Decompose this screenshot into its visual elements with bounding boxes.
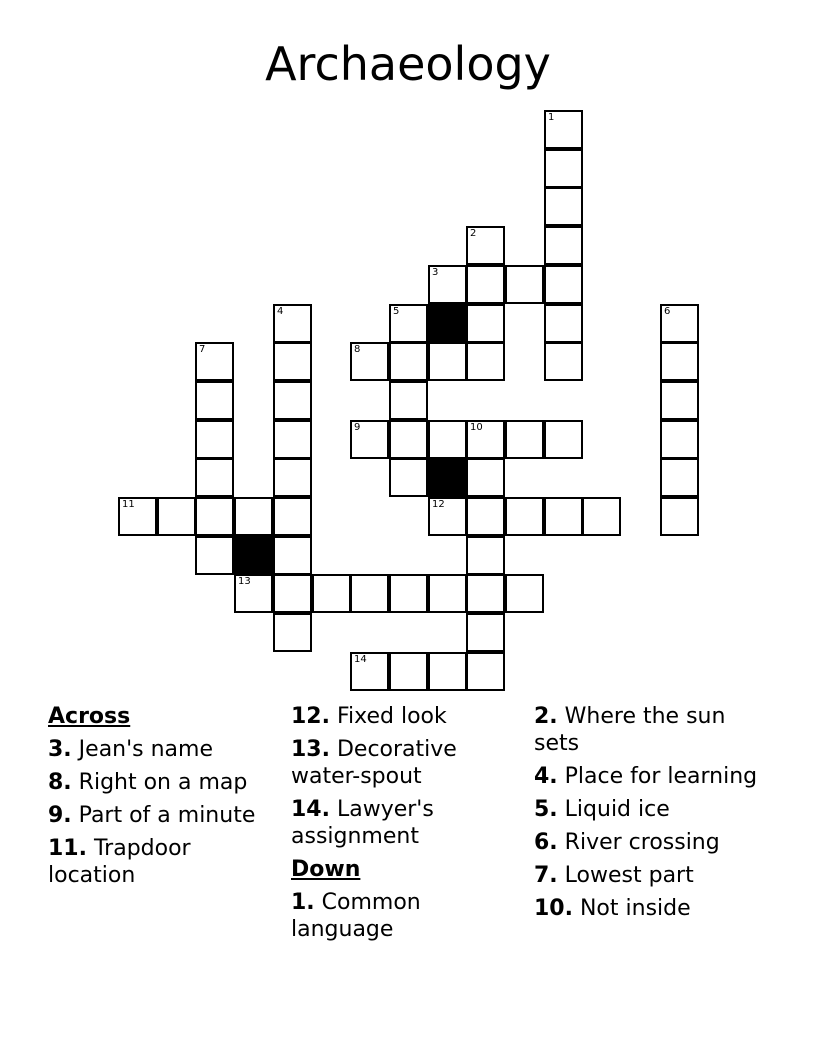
clue-item — [534, 829, 770, 856]
clue-number: 11 — [122, 499, 135, 510]
grid-cell[interactable] — [582, 497, 621, 536]
clue-item — [48, 802, 284, 829]
puzzle-title: Archaeology — [265, 37, 551, 91]
grid-cell[interactable] — [273, 613, 312, 652]
grid-cell[interactable] — [195, 381, 234, 420]
grid-cell[interactable] — [428, 265, 467, 304]
clue-number: 7 — [199, 344, 206, 355]
clue-item-text: Decorative water-spout — [291, 737, 457, 789]
grid-cell[interactable] — [350, 652, 389, 691]
clues-column-1 — [48, 703, 284, 895]
clue-item-text: Right on a map — [71, 770, 248, 795]
clue-item-text: Lawyer's assignment — [291, 797, 434, 849]
clue-item — [291, 889, 527, 943]
clue-item — [534, 796, 770, 823]
clue-number: 14 — [354, 654, 367, 665]
grid-cell[interactable] — [544, 497, 583, 536]
grid-cell[interactable] — [273, 420, 312, 459]
grid-cell[interactable] — [273, 536, 312, 575]
grid-cell[interactable] — [195, 497, 234, 536]
grid-cell[interactable] — [273, 497, 312, 536]
grid-cell[interactable] — [660, 497, 699, 536]
grid-cell[interactable] — [544, 265, 583, 304]
grid-cell[interactable] — [389, 342, 428, 381]
clue-item-text: Jean's name — [71, 737, 214, 762]
grid-cell[interactable] — [234, 574, 273, 613]
clue-item-number: 12. — [291, 704, 330, 729]
grid-cell[interactable] — [466, 536, 505, 575]
clue-item-number: 6. — [534, 830, 558, 855]
clues-column-3 — [534, 703, 770, 928]
clue-number: 2 — [470, 228, 477, 239]
grid-cell[interactable] — [428, 574, 467, 613]
clue-item-number: 7. — [534, 863, 558, 888]
grid-cell[interactable] — [428, 342, 467, 381]
grid-cell[interactable] — [505, 265, 544, 304]
grid-cell[interactable] — [660, 342, 699, 381]
clue-item — [534, 763, 770, 790]
grid-cell[interactable] — [350, 574, 389, 613]
clue-number: 5 — [393, 306, 400, 317]
clue-item-text: Fixed look — [329, 704, 447, 729]
grid-cell[interactable] — [544, 226, 583, 265]
clue-item-number: 13. — [291, 737, 330, 762]
grid-cell[interactable] — [273, 381, 312, 420]
clue-item — [48, 736, 284, 763]
grid-cell[interactable] — [466, 420, 505, 459]
grid-cell[interactable] — [428, 652, 467, 691]
grid-cell[interactable] — [389, 304, 428, 343]
grid-cell[interactable] — [660, 420, 699, 459]
grid-cell[interactable] — [195, 458, 234, 497]
black-cell — [234, 536, 273, 575]
clue-item — [291, 796, 527, 850]
clue-number: 1 — [548, 112, 555, 123]
grid-cell[interactable] — [544, 187, 583, 226]
grid-cell[interactable] — [428, 420, 467, 459]
grid-cell[interactable] — [118, 497, 157, 536]
clue-number: 3 — [432, 267, 439, 278]
grid-cell[interactable] — [312, 574, 351, 613]
clue-item — [291, 703, 527, 730]
clue-item — [534, 895, 770, 922]
clue-item-number: 11. — [48, 836, 87, 861]
clue-number: 6 — [664, 306, 671, 317]
clue-item-text: Lowest part — [557, 863, 694, 888]
clue-number: 9 — [354, 422, 361, 433]
grid-cell[interactable] — [544, 342, 583, 381]
grid-cell[interactable] — [544, 110, 583, 149]
grid-cell[interactable] — [544, 304, 583, 343]
clue-item-number: 4. — [534, 764, 558, 789]
grid-cell[interactable] — [544, 420, 583, 459]
clue-item-number: 5. — [534, 797, 558, 822]
grid-cell[interactable] — [466, 652, 505, 691]
black-cell — [428, 304, 467, 343]
grid-cell[interactable] — [389, 381, 428, 420]
clue-item-text: Liquid ice — [557, 797, 670, 822]
grid-cell[interactable] — [273, 304, 312, 343]
grid-cell[interactable] — [350, 420, 389, 459]
clue-item-number: 1. — [291, 890, 315, 915]
grid-cell[interactable] — [195, 342, 234, 381]
black-cell — [428, 458, 467, 497]
clue-item-text: Place for learning — [557, 764, 758, 789]
grid-cell[interactable] — [389, 652, 428, 691]
grid-cell[interactable] — [505, 497, 544, 536]
clue-item-text: Where the sun sets — [534, 704, 726, 756]
grid-cell[interactable] — [350, 342, 389, 381]
clue-item — [291, 736, 527, 790]
grid-cell[interactable] — [505, 420, 544, 459]
grid-cell[interactable] — [389, 420, 428, 459]
grid-cell[interactable] — [389, 574, 428, 613]
clue-item — [534, 703, 770, 757]
grid-cell[interactable] — [660, 381, 699, 420]
grid-cell[interactable] — [466, 458, 505, 497]
grid-cell[interactable] — [466, 304, 505, 343]
grid-cell[interactable] — [273, 458, 312, 497]
clue-item-text: Part of a minute — [71, 803, 256, 828]
clue-item-text: Common language — [291, 890, 421, 942]
across-heading: Across — [48, 704, 131, 729]
clue-item-text: Trapdoor location — [48, 836, 191, 888]
clues-column-2 — [291, 703, 527, 949]
grid-cell[interactable] — [466, 613, 505, 652]
clue-item — [48, 835, 284, 889]
grid-cell[interactable] — [273, 574, 312, 613]
clue-item-number: 8. — [48, 770, 72, 795]
grid-cell[interactable] — [544, 149, 583, 188]
grid-cell[interactable] — [466, 342, 505, 381]
grid-cell[interactable] — [466, 265, 505, 304]
grid-cell[interactable] — [389, 458, 428, 497]
grid-cell[interactable] — [195, 420, 234, 459]
grid-cell[interactable] — [466, 226, 505, 265]
clue-item-number: 10. — [534, 896, 573, 921]
clue-item-number: 14. — [291, 797, 330, 822]
clue-number: 8 — [354, 344, 361, 355]
grid-cell[interactable] — [660, 304, 699, 343]
clue-item-text: Not inside — [572, 896, 691, 921]
clue-item-number: 2. — [534, 704, 558, 729]
clue-item — [48, 769, 284, 796]
clue-number: 13 — [238, 576, 251, 587]
grid-cell[interactable] — [505, 574, 544, 613]
grid-cell[interactable] — [195, 536, 234, 575]
clue-item — [534, 862, 770, 889]
grid-cell[interactable] — [234, 497, 273, 536]
clue-number: 4 — [277, 306, 284, 317]
clue-item-text: River crossing — [557, 830, 720, 855]
grid-cell[interactable] — [466, 574, 505, 613]
clue-number: 12 — [432, 499, 445, 510]
grid-cell[interactable] — [466, 497, 505, 536]
clue-number: 10 — [470, 422, 483, 433]
grid-cell[interactable] — [660, 458, 699, 497]
clue-item-number: 9. — [48, 803, 72, 828]
clue-item-number: 3. — [48, 737, 72, 762]
down-heading: Down — [291, 857, 361, 882]
grid-cell[interactable] — [157, 497, 196, 536]
grid-cell[interactable] — [273, 342, 312, 381]
grid-cell[interactable] — [428, 497, 467, 536]
